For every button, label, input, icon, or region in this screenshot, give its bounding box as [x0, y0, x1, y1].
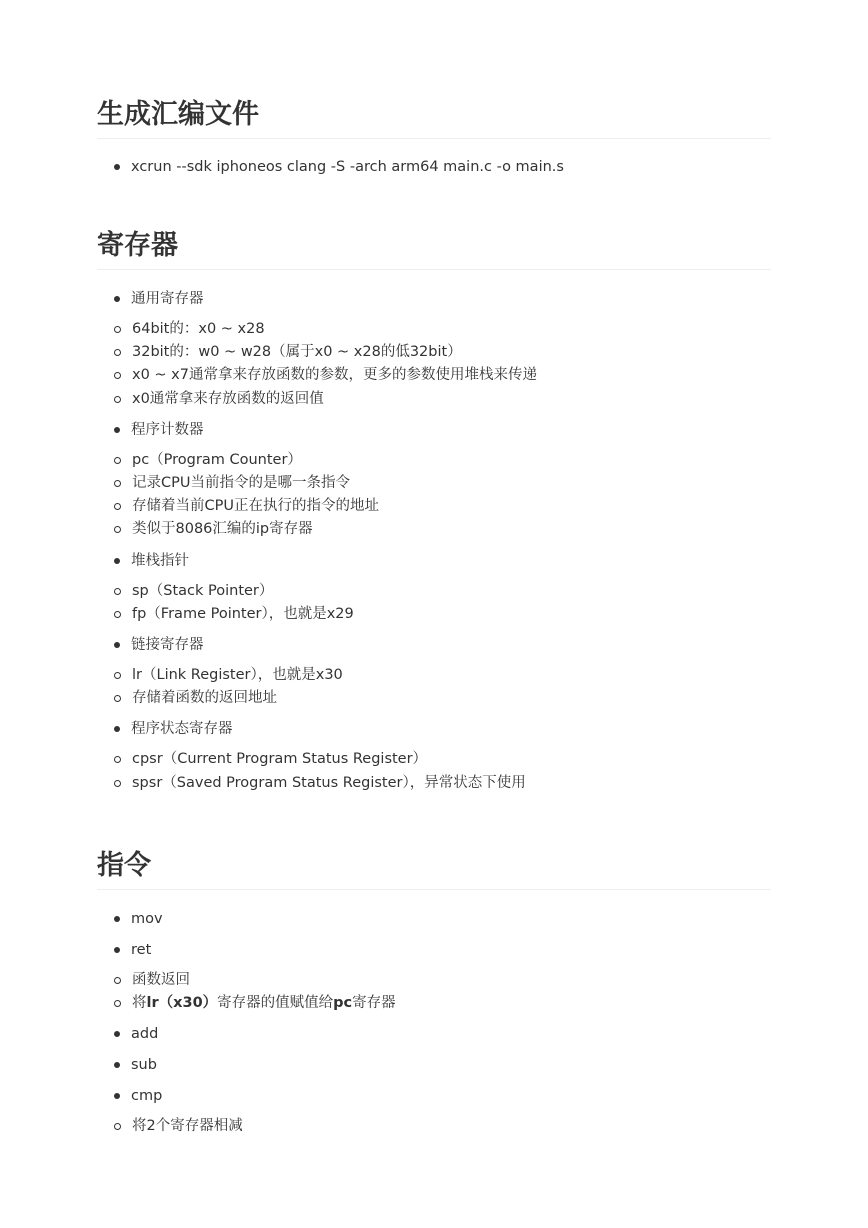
bullet-dot-icon: [114, 642, 120, 648]
sub-list: [97, 664, 771, 710]
section-title: 寄存器: [97, 229, 771, 270]
list-item: [97, 938, 771, 1015]
sub-list-item: sp（Stack Pointer）: [97, 580, 771, 603]
list-item-text: cmp: [131, 1088, 163, 1105]
section-title: 生成汇编文件: [97, 98, 771, 139]
list-item: [97, 549, 771, 626]
sub-list-item: 64bit的：x0 ~ x28: [97, 318, 771, 341]
list-item: [97, 907, 771, 931]
bullet-list: [97, 907, 771, 1139]
sub-list-item: 将2个寄存器相减: [97, 1115, 771, 1138]
list-item-text: mov: [131, 911, 163, 927]
sub-list: [97, 449, 771, 542]
bullet-dot-icon: [114, 427, 120, 433]
sub-list: [97, 748, 771, 794]
bullet-circle-icon: [114, 611, 121, 618]
list-item-text: 堆栈指针: [131, 552, 189, 569]
list-item: [97, 1084, 771, 1138]
bullet-circle-icon: [114, 526, 121, 533]
bullet-circle-icon: [114, 503, 121, 510]
sub-list-item: 将lr（x30）寄存器的值赋值给pc寄存器: [97, 992, 771, 1015]
sub-list-item: fp（Frame Pointer），也就是x29: [97, 603, 771, 626]
sub-list: [97, 1115, 771, 1138]
list-item-text: 程序计数器: [131, 421, 204, 438]
sub-list-item: spsr（Saved Program Status Register），异常状态下使用: [97, 772, 771, 795]
list-item: [97, 633, 771, 710]
bullet-circle-icon: [114, 977, 121, 984]
sub-list-item: 存储着函数的返回地址: [97, 687, 771, 710]
bullet-dot-icon: [114, 1093, 120, 1099]
bullet-dot-icon: [114, 296, 120, 302]
section-generate-assembly: [97, 98, 771, 179]
bullet-dot-icon: [114, 558, 120, 564]
sub-list-item: x0 ~ x7通常拿来存放函数的参数，更多的参数使用堆栈来传递: [97, 364, 771, 387]
bullet-circle-icon: [114, 672, 121, 679]
sub-list: [97, 969, 771, 1015]
list-item-text: xcrun --sdk iphoneos clang -S -arch arm64 main.c -o main.s: [131, 159, 564, 175]
list-item: [97, 155, 771, 179]
list-item: [97, 418, 771, 542]
bullet-dot-icon: [114, 916, 120, 922]
bullet-circle-icon: [114, 588, 121, 595]
bullet-list: [97, 287, 771, 795]
sub-list-item: 存储着当前CPU正在执行的指令的地址: [97, 495, 771, 518]
bullet-dot-icon: [114, 1031, 120, 1037]
sub-list: [97, 580, 771, 626]
list-item-text: 链接寄存器: [131, 637, 204, 654]
sub-list-item: pc（Program Counter）: [97, 449, 771, 472]
list-item-text: sub: [131, 1057, 157, 1074]
bullet-circle-icon: [114, 457, 121, 464]
list-item-text: add: [131, 1026, 159, 1043]
bullet-circle-icon: [114, 480, 121, 487]
bullet-dot-icon: [114, 947, 120, 953]
bullet-circle-icon: [114, 780, 121, 787]
bullet-dot-icon: [114, 1062, 120, 1068]
list-item: [97, 1022, 771, 1046]
section-title: 指令: [97, 849, 771, 890]
bullet-dot-icon: [114, 164, 120, 170]
bullet-circle-icon: [114, 1000, 121, 1007]
bullet-circle-icon: [114, 1123, 121, 1130]
section-registers: [97, 229, 771, 795]
sub-list-item: x0通常拿来存放函数的返回值: [97, 388, 771, 411]
list-item: [97, 1053, 771, 1077]
sub-list-item: 32bit的：w0 ~ w28（属于x0 ~ x28的低32bit）: [97, 341, 771, 364]
sub-list-item: lr（Link Register），也就是x30: [97, 664, 771, 687]
sub-list-item: cpsr（Current Program Status Register）: [97, 748, 771, 771]
list-item-text: 通用寄存器: [131, 291, 204, 307]
sub-list-item: 记录CPU当前指令的是哪一条指令: [97, 472, 771, 495]
sub-list: [97, 318, 771, 411]
bullet-circle-icon: [114, 326, 121, 333]
bullet-circle-icon: [114, 372, 121, 379]
sub-list-item: 函数返回: [97, 969, 771, 992]
list-item-text: 程序状态寄存器: [131, 721, 233, 738]
bullet-list: [97, 155, 771, 179]
bullet-circle-icon: [114, 349, 121, 356]
bullet-circle-icon: [114, 756, 121, 763]
bullet-circle-icon: [114, 695, 121, 702]
list-item-text: ret: [131, 942, 152, 958]
bullet-circle-icon: [114, 396, 121, 403]
sub-list-item: 类似于8086汇编的ip寄存器: [97, 518, 771, 541]
list-item: [97, 287, 771, 411]
list-item: [97, 717, 771, 794]
section-instructions: [97, 849, 771, 1139]
bullet-dot-icon: [114, 726, 120, 732]
